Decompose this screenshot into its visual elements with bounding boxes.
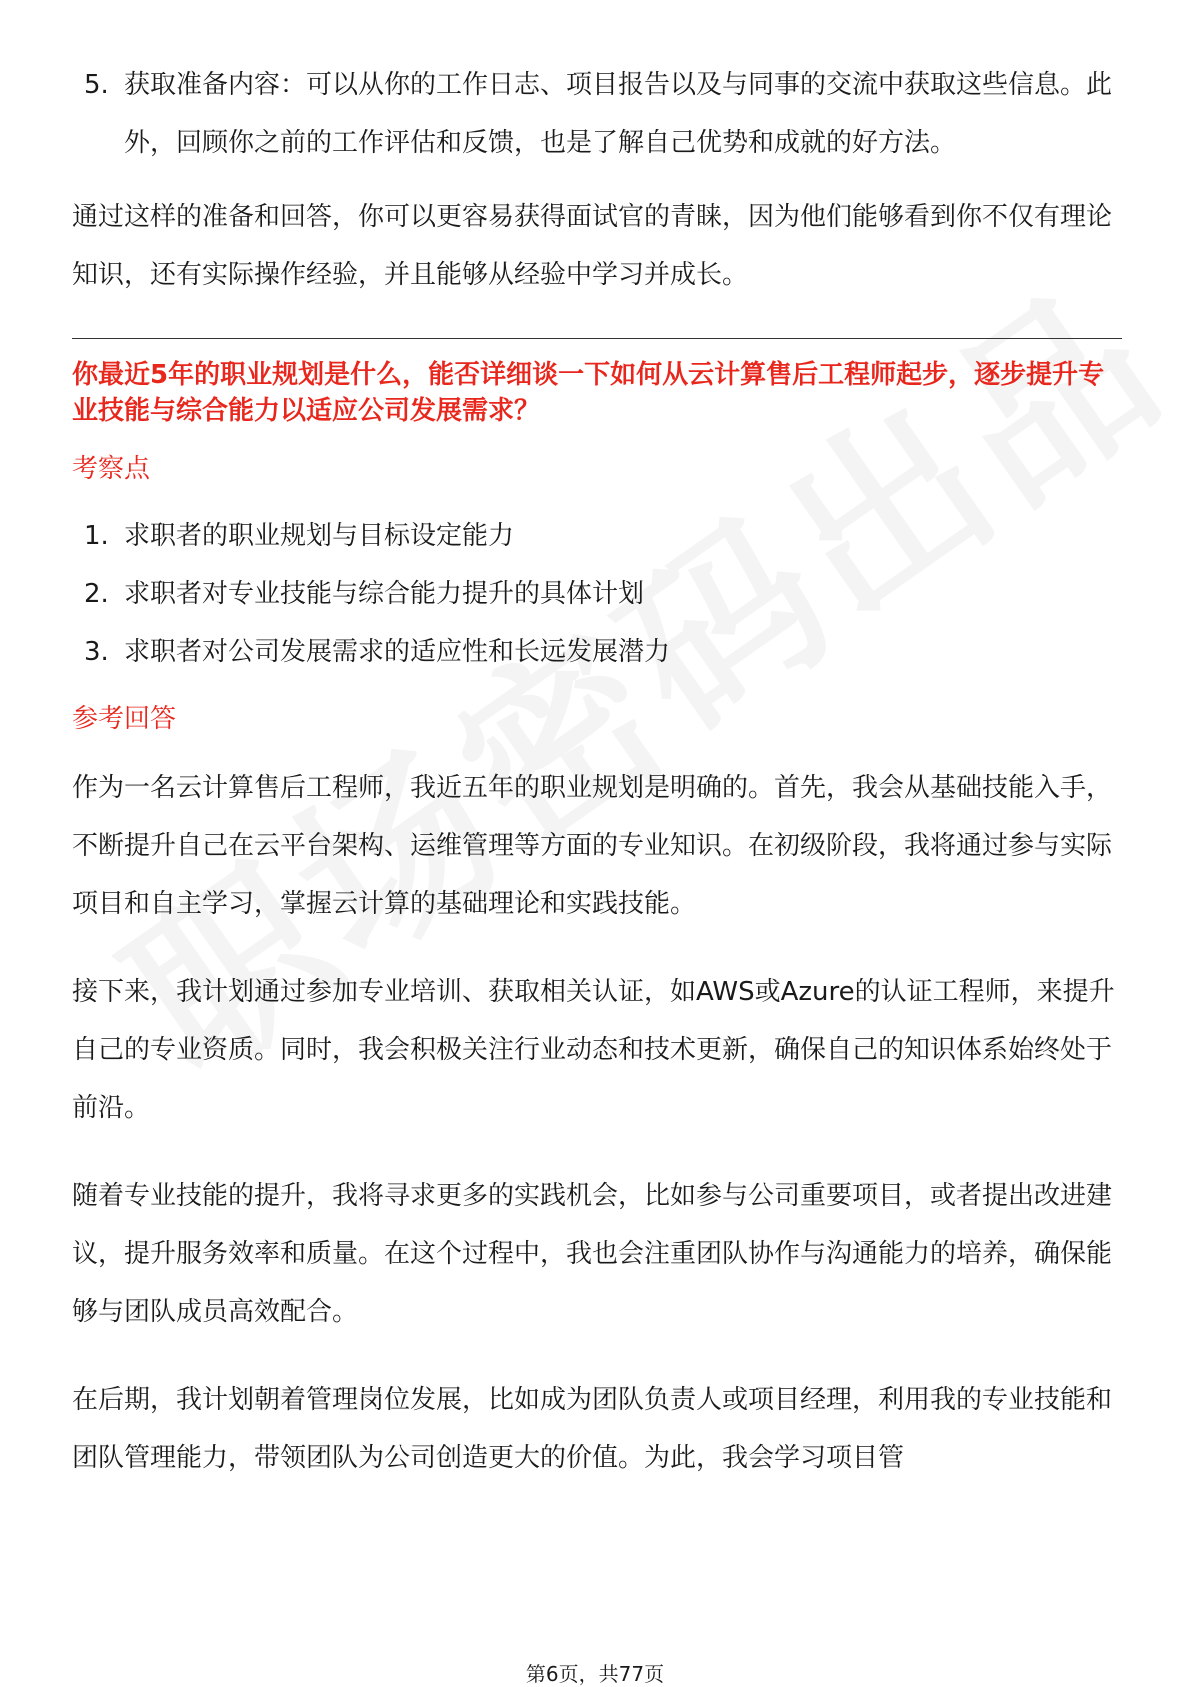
answer-paragraph: 随着专业技能的提升，我将寻求更多的实践机会，比如参与公司重要项目，或者提出改进建议，提升服务效率和质量。在这个过程中，我也会注重团队协作与沟通能力的培养，确保能够与团队成员高效配合。 <box>72 1181 1113 1327</box>
list-item-number: 5. <box>84 70 109 100</box>
list-item <box>72 623 1122 681</box>
section-divider <box>72 338 1122 339</box>
list-item-text: 求职者的职业规划与目标设定能力 <box>124 521 515 551</box>
answer-paragraph: 作为一名云计算售后工程师，我近五年的职业规划是明确的。首先，我会从基础技能入手，不断提升自己在云平台架构、运维管理等方面的专业知识。在初级阶段，我将通过参与实际项目和自主学习，掌握云计算的基础理论和实践技能。 <box>72 773 1113 919</box>
list-item-text: 获取准备内容：可以从你的工作日志、项目报告以及与同事的交流中获取这些信息。此外，回顾你之前的工作评估和反馈，也是了解自己优势和成就的好方法。 <box>124 70 1113 158</box>
list-item <box>72 507 1122 565</box>
answer-title: 参考回答 <box>72 704 177 734</box>
kaochadian-list <box>72 507 1122 681</box>
summary-paragraph: 通过这样的准备和回答，你可以更容易获得面试官的青睐，因为他们能够看到你不仅有理论知识，还有实际操作经验，并且能够从经验中学习并成长。 <box>72 202 1113 290</box>
question-heading: 你最近5年的职业规划是什么，能否详细谈一下如何从云计算售后工程师起步，逐步提升专业技能与综合能力以适应公司发展需求？ <box>72 360 1105 426</box>
list-item-number: 1. <box>84 521 109 551</box>
list-item <box>72 56 1122 172</box>
answer-paragraph: 接下来，我计划通过参加专业培训、获取相关认证，如AWS或Azure的认证工程师，来提升自己的专业资质。同时，我会积极关注行业动态和技术更新，确保自己的知识体系始终处于前沿。 <box>72 977 1115 1123</box>
continued-list <box>72 56 1122 172</box>
list-item-text: 求职者对公司发展需求的适应性和长远发展潜力 <box>124 637 671 667</box>
list-item-number: 3. <box>84 637 109 667</box>
list-item-text: 求职者对专业技能与综合能力提升的具体计划 <box>124 579 645 609</box>
page-content <box>72 56 1122 1487</box>
list-item <box>72 565 1122 623</box>
list-item-number: 2. <box>84 579 109 609</box>
kaochadian-title: 考察点 <box>72 454 151 484</box>
page-footer: 第6页，共77页 <box>525 1662 665 1686</box>
answer-paragraph: 在后期，我计划朝着管理岗位发展，比如成为团队负责人或项目经理，利用我的专业技能和团队管理能力，带领团队为公司创造更大的价值。为此，我会学习项目管 <box>72 1385 1113 1473</box>
